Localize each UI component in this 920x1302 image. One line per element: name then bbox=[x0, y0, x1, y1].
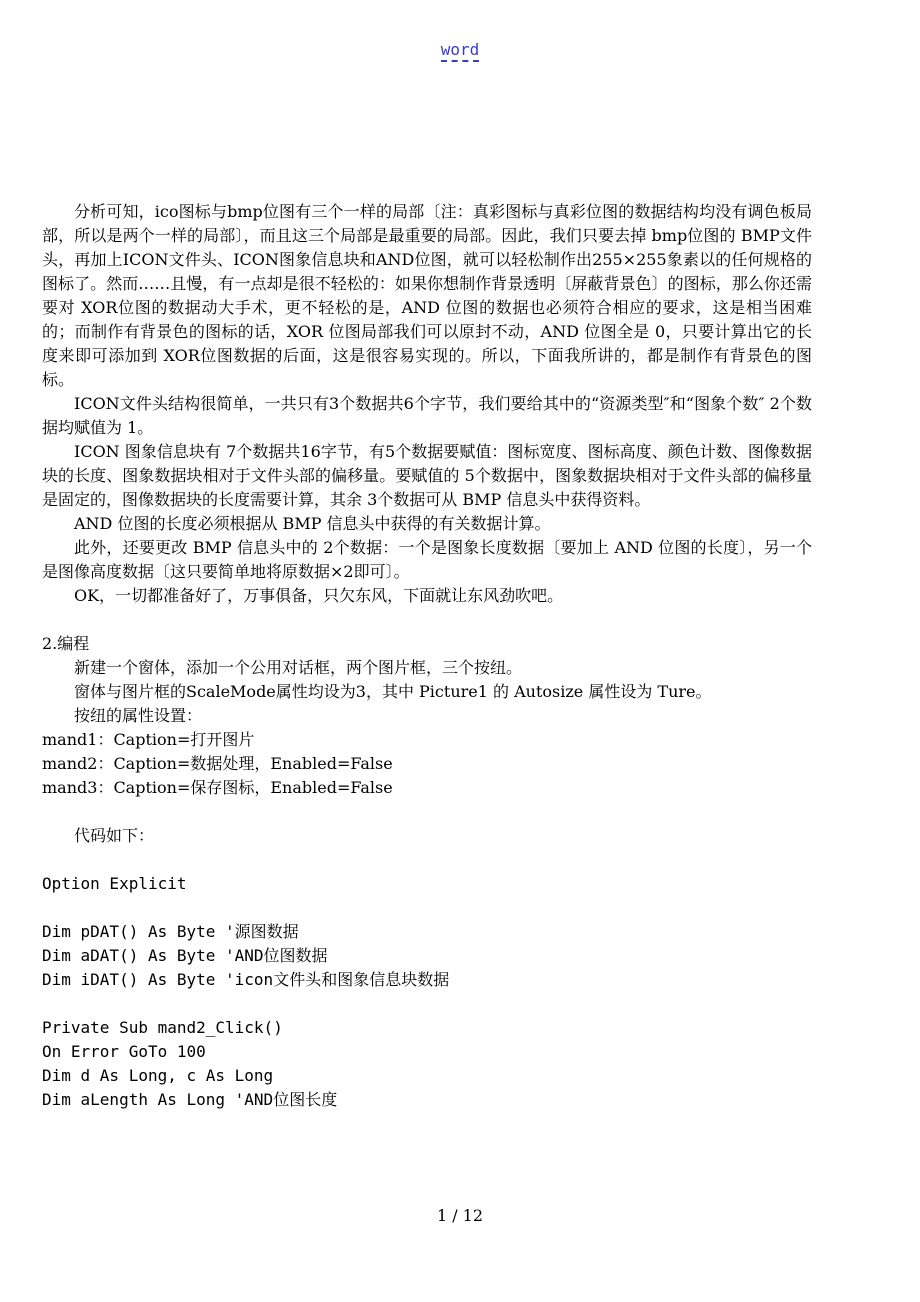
code-line: On Error GoTo 100 bbox=[42, 1042, 206, 1061]
page-footer bbox=[0, 1206, 920, 1225]
code-line: Dim aDAT() As Byte 'AND位图数据 bbox=[42, 946, 328, 965]
step-line: 窗体与图片框的ScaleMode属性均设为3，其中 Picture1 的 Autosize 属性设为 Ture。 bbox=[74, 682, 712, 701]
paragraph: ICON文件头结构很简单，一共只有3个数据共6个字节，我们要给其中的“资源类型″和“图象个数″ 2个数据均赋值为 1。 bbox=[42, 394, 812, 437]
code-line: Dim iDAT() As Byte 'icon文件头和图象信息块数据 bbox=[42, 970, 450, 989]
section-heading: 2.编程 bbox=[42, 634, 90, 653]
code-line: Dim pDAT() As Byte '源图数据 bbox=[42, 922, 299, 941]
code-intro: 代码如下： bbox=[74, 826, 155, 845]
page-header bbox=[0, 40, 920, 59]
step-line: 新建一个窗体，添加一个公用对话框，两个图片框，三个按纽。 bbox=[74, 658, 523, 677]
page-number: 1 / 12 bbox=[436, 1206, 484, 1225]
spacer bbox=[42, 848, 812, 872]
spacer bbox=[42, 608, 812, 632]
document-body bbox=[42, 200, 812, 1112]
paragraph: OK，一切都准备好了，万事俱备，只欠东风，下面就让东风劲吹吧。 bbox=[74, 586, 564, 605]
code-line: Private Sub mand2_Click() bbox=[42, 1018, 283, 1037]
paragraph: AND 位图的长度必须根据从 BMP 信息头中获得的有关数据计算。 bbox=[74, 514, 551, 533]
button-setting-line: mand3：Caption=保存图标，Enabled=False bbox=[42, 778, 393, 797]
code-line: Option Explicit bbox=[42, 874, 187, 893]
paragraph: ICON 图象信息块有 7个数据共16字节，有5个数据要赋值：图标宽度、图标高度、颜色计数、图像数据块的长度、图象数据块相对于文件头部的偏移量。要赋值的 5个数据中，图象数据块相对于文件头部的偏移量是固定的，图像数据块的长度需要计算，其余 3个数据可从 BMP 信息头中获得资料。 bbox=[42, 442, 812, 509]
button-setting-line: mand2：Caption=数据处理，Enabled=False bbox=[42, 754, 393, 773]
spacer bbox=[42, 992, 812, 1016]
code-line: Dim d As Long, c As Long bbox=[42, 1066, 274, 1085]
paragraph: 此外，还要更改 BMP 信息头中的 2个数据：一个是图象长度数据〔要加上 AND 位图的长度〕，另一个是图像高度数据〔这只要简单地将原数据×2即可〕。 bbox=[42, 538, 812, 581]
spacer bbox=[42, 896, 812, 920]
button-setting-line: mand1：Caption=打开图片 bbox=[42, 730, 255, 749]
step-line: 按纽的属性设置： bbox=[74, 706, 203, 725]
paragraph: 分析可知，ico图标与bmp位图有三个一样的局部〔注：真彩图标与真彩位图的数据结构均没有调色板局部，所以是两个一样的局部〕，而且这三个局部是最重要的局部。因此，我们只要去掉 bmp位图的 BMP文件头，再加上ICON文件头、ICON图象信息块和AND位图，就可以轻松制作出255×255象素以的任何规格的图标了。然而……且慢，有一点却是很不轻松的：如果你想制作背景透明〔屏蔽背景色〕的图标，那么你还需要对 XOR位图的数据动大手术，更不轻松的是，AND 位图的数据也必须符合相应的要求，这是相当困难的；而制作有背景色的图标的话，XOR 位图局部我们可以原封不动，AND 位图全是 0，只要计算出它的长度来即可添加到 XOR位图数据的后面，这是很容易实现的。所以，下面我所讲的，都是制作有背景色的图标。 bbox=[42, 202, 812, 389]
header-link[interactable]: word bbox=[441, 40, 480, 62]
spacer bbox=[42, 800, 812, 824]
code-line: Dim aLength As Long 'AND位图长度 bbox=[42, 1090, 338, 1109]
